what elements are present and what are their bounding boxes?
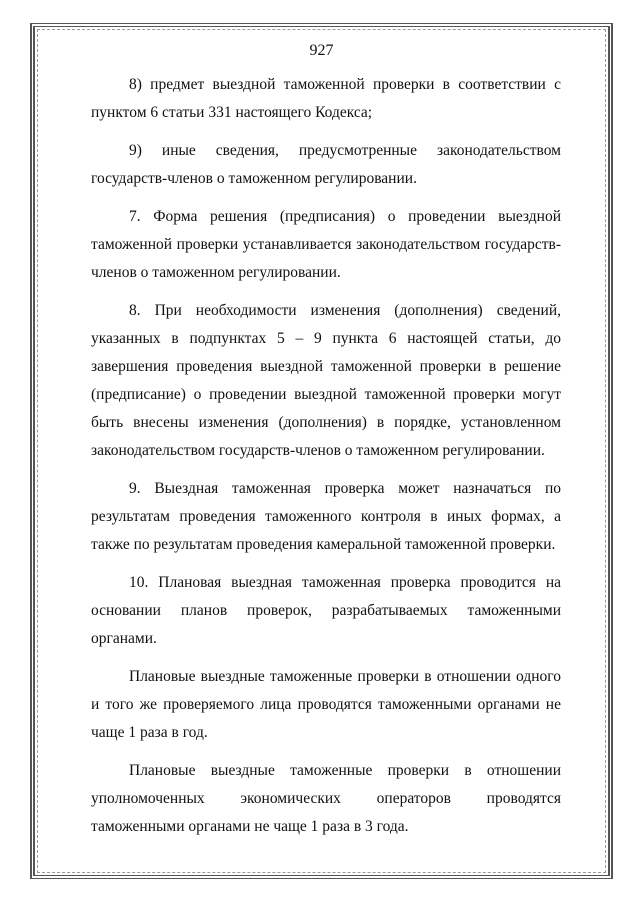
paragraph-clause-9: 9. Выездная таможенная проверка может назначаться по результатам проведения таможенного контроля в иных формах, а также по результатам проведения камеральной таможенной проверки. <box>91 480 561 553</box>
paragraph-planned-checks-yearly: Плановые выездные таможенные проверки в отношении одного и того же проверяемого лица проводятся таможенными органами не чаще 1 раза в год. <box>91 668 561 741</box>
paragraph-clause-8: 8. При необходимости изменения (дополнения) сведений, указанных в подпунктах 5 – 9 пункта 6 настоящей статьи, до завершения проведения выездной таможенной проверки в решение (предписание) о проведении выездной таможенной проверки могут быть внесены изменения (дополнения) в порядке, установленном законодательством государств-членов о таможенном регулировании. <box>91 302 561 459</box>
page-number: 927 <box>309 42 334 59</box>
document-body <box>91 71 561 851</box>
paragraph-item-8: 8) предмет выездной таможенной проверки в соответствии с пунктом 6 статьи 331 настоящего Кодекса; <box>91 76 561 121</box>
paragraph-clause-7: 7. Форма решения (предписания) о проведении выездной таможенной проверки устанавливается законодательством государств-членов о таможенном регулировании. <box>91 208 561 281</box>
paragraph-planned-checks-aeo: Плановые выездные таможенные проверки в отношении уполномоченных экономических операторов проводятся таможенными органами не чаще 1 раза в 3 года. <box>91 762 561 835</box>
paragraph-item-9: 9) иные сведения, предусмотренные законодательством государств-членов о таможенном регулировании. <box>91 142 561 187</box>
page-frame <box>30 23 613 879</box>
paragraph-clause-10: 10. Плановая выездная таможенная проверка проводится на основании планов проверок, разрабатываемых таможенными органами. <box>91 574 561 647</box>
